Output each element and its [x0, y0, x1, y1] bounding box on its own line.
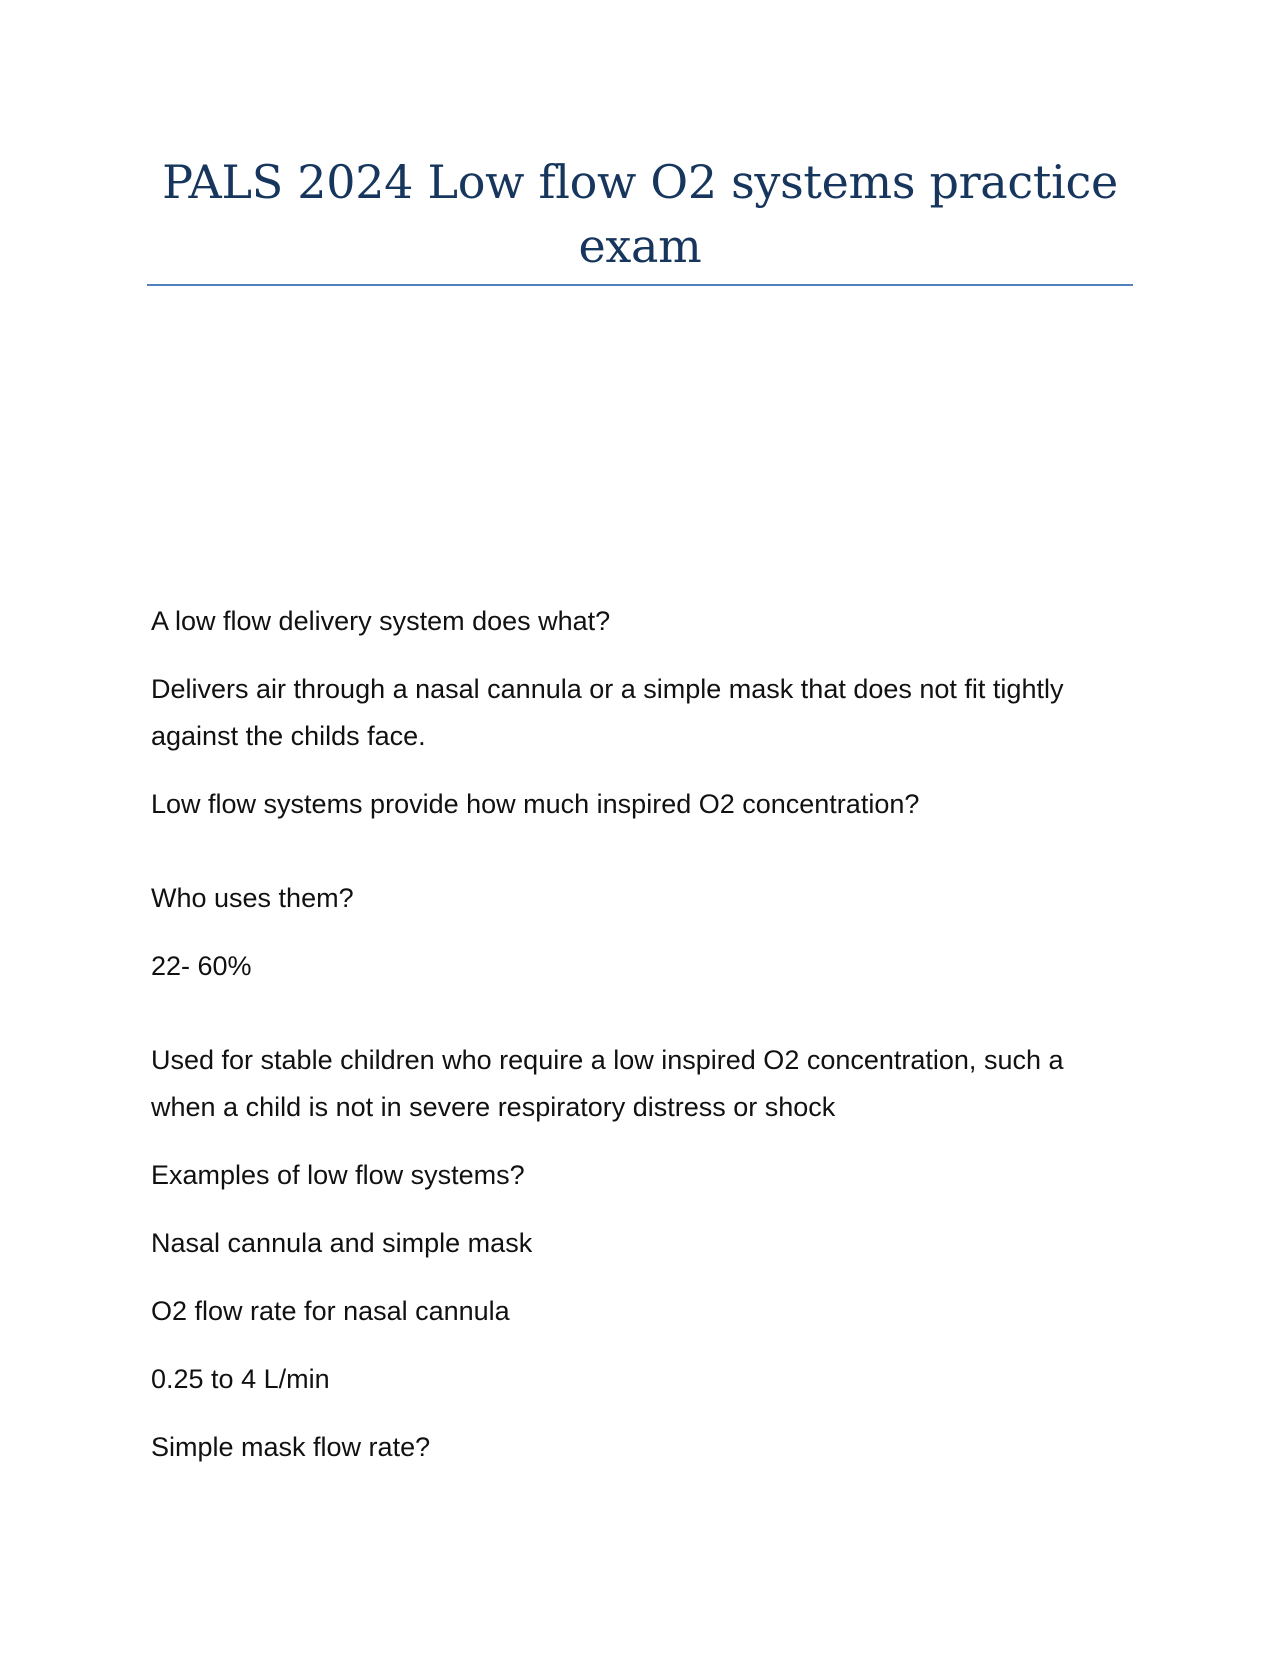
- question-inspired-o2: Low flow systems provide how much inspired O2 concentration?: [151, 789, 920, 819]
- answer-nasal-cannula-flow: 0.25 to 4 L/min: [151, 1364, 330, 1394]
- answer-who-uses: Used for stable children who require a low inspired O2 concentration, such a when a child is not in severe respiratory distress or shock: [151, 1045, 1064, 1122]
- question-who-uses: Who uses them?: [151, 883, 354, 913]
- question-simple-mask-flow: Simple mask flow rate?: [151, 1432, 431, 1462]
- answer-o2-percentage: 22- 60%: [151, 951, 252, 981]
- question-examples: Examples of low flow systems?: [151, 1160, 525, 1190]
- title-underline: [147, 284, 1133, 286]
- title-block: [147, 150, 1133, 278]
- answer-low-flow-system: Delivers air through a nasal cannula or a simple mask that does not fit tightly against the childs face.: [151, 674, 1064, 751]
- page-title: PALS 2024 Low flow O2 systems practice exam: [162, 155, 1118, 273]
- question-low-flow-system: A low flow delivery system does what?: [151, 606, 611, 636]
- question-nasal-cannula-flow: O2 flow rate for nasal cannula: [151, 1296, 510, 1326]
- answer-examples: Nasal cannula and simple mask: [151, 1228, 533, 1258]
